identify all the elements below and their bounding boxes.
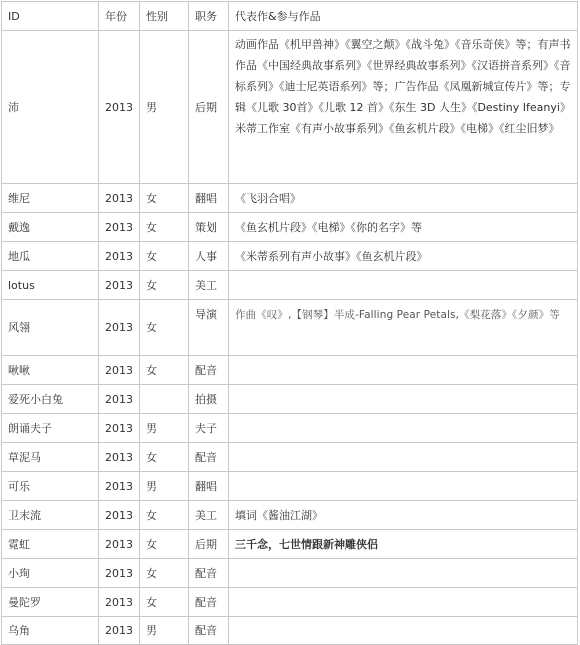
- cell-works: [229, 414, 578, 443]
- cell-role: 后期: [189, 530, 229, 559]
- cell-role: 配音: [189, 617, 229, 645]
- header-works: 代表作&参与作品: [229, 2, 578, 31]
- cell-gender: 女: [140, 356, 189, 385]
- cell-works: [229, 356, 578, 385]
- cell-year: 2013: [99, 213, 140, 242]
- cell-works: [229, 559, 578, 588]
- cell-role: 美工: [189, 501, 229, 530]
- cell-role: 人事: [189, 242, 229, 271]
- cell-works: 三千念，七世情跟新神雕侠侣: [229, 530, 578, 559]
- cell-year: 2013: [99, 242, 140, 271]
- cell-id: 小珣: [2, 559, 99, 588]
- cell-year: 2013: [99, 414, 140, 443]
- cell-year: 2013: [99, 501, 140, 530]
- cell-id: 可乐: [2, 472, 99, 501]
- cell-works: [229, 472, 578, 501]
- cell-role: 配音: [189, 559, 229, 588]
- cell-gender: 女: [140, 443, 189, 472]
- cell-id: 维尼: [2, 184, 99, 213]
- cell-id: 卫末流: [2, 501, 99, 530]
- table-row: [2, 617, 578, 645]
- cell-id: 草泥马: [2, 443, 99, 472]
- cell-gender: 女: [140, 242, 189, 271]
- table-row: [2, 472, 578, 501]
- cell-role: 配音: [189, 443, 229, 472]
- table-row: [2, 559, 578, 588]
- cell-gender: 男: [140, 31, 189, 184]
- cell-year: 2013: [99, 184, 140, 213]
- cell-id: 霓虹: [2, 530, 99, 559]
- table-row: [2, 501, 578, 530]
- cell-role: 翻唱: [189, 472, 229, 501]
- cell-id: 地瓜: [2, 242, 99, 271]
- table-row: [2, 414, 578, 443]
- table-row: [2, 271, 578, 300]
- cell-gender: [140, 385, 189, 414]
- header-role: 职务: [189, 2, 229, 31]
- table-row: [2, 31, 578, 184]
- cell-works: [229, 443, 578, 472]
- table-row: [2, 530, 578, 559]
- cell-role: 夫子: [189, 414, 229, 443]
- cell-id: 风翎: [2, 300, 99, 356]
- table-row: [2, 356, 578, 385]
- cell-role: 配音: [189, 588, 229, 617]
- cell-id: 啾啾: [2, 356, 99, 385]
- cell-role: 翻唱: [189, 184, 229, 213]
- cell-works: [229, 617, 578, 645]
- cell-year: 2013: [99, 588, 140, 617]
- cell-gender: 女: [140, 559, 189, 588]
- cell-works: [229, 588, 578, 617]
- cell-works: 动画作品《机甲兽神》《翼空之颠》《战斗兔》《音乐奇侠》等；有声书作品《中国经典故事系列》《世界经典故事系列》《汉语拼音系列》《音标系列》《迪士尼英语系列》等；广告作品《凤凰新城宣传片》等；专辑《儿歌 30首》《儿歌 12 首》《东生 3D 人生》《Destiny Ifeanyi》米蒂工作室《有声小故事系列》《鱼玄机片段》《电梯》《红尘旧梦》: [229, 31, 578, 184]
- cell-gender: 女: [140, 271, 189, 300]
- cell-gender: 女: [140, 530, 189, 559]
- cell-role: 配音: [189, 356, 229, 385]
- table-row: [2, 443, 578, 472]
- cell-gender: 女: [140, 501, 189, 530]
- cell-year: 2013: [99, 530, 140, 559]
- cell-year: 2013: [99, 559, 140, 588]
- cell-year: 2013: [99, 472, 140, 501]
- cell-year: 2013: [99, 356, 140, 385]
- cell-gender: 女: [140, 588, 189, 617]
- table-row: [2, 300, 578, 356]
- table-row: [2, 242, 578, 271]
- cell-gender: 男: [140, 414, 189, 443]
- header-id: ID: [2, 2, 99, 31]
- cell-year: 2013: [99, 271, 140, 300]
- cell-role: 后期: [189, 31, 229, 184]
- cell-id: lotus: [2, 271, 99, 300]
- cell-year: 2013: [99, 443, 140, 472]
- header-year: 年份: [99, 2, 140, 31]
- cell-id: 乌角: [2, 617, 99, 645]
- cell-works: 《鱼玄机片段》《电梯》《你的名字》等: [229, 213, 578, 242]
- cell-year: 2013: [99, 385, 140, 414]
- cell-role: 拍摄: [189, 385, 229, 414]
- cell-id: 戴逸: [2, 213, 99, 242]
- cell-id: 爱死小白兔: [2, 385, 99, 414]
- cell-year: 2013: [99, 31, 140, 184]
- cell-works: [229, 385, 578, 414]
- table-row: [2, 184, 578, 213]
- table-row: [2, 213, 578, 242]
- cell-id: 沛: [2, 31, 99, 184]
- cell-year: 2013: [99, 300, 140, 356]
- table-header-row: [2, 2, 578, 31]
- cell-works: 《飞羽合唱》: [229, 184, 578, 213]
- cell-gender: 女: [140, 213, 189, 242]
- cell-role: 导演: [189, 300, 229, 356]
- cell-gender: 女: [140, 300, 189, 356]
- cell-id: 曼陀罗: [2, 588, 99, 617]
- cell-works: [229, 271, 578, 300]
- cell-works: 作曲《叹》,【钢琴】半成-Falling Pear Petals,《梨花落》《夕颜》等: [229, 300, 578, 356]
- cell-works: 《米蒂系列有声小故事》《鱼玄机片段》: [229, 242, 578, 271]
- cell-year: 2013: [99, 617, 140, 645]
- members-table: [1, 1, 578, 645]
- cell-gender: 女: [140, 184, 189, 213]
- cell-id: 朗诵夫子: [2, 414, 99, 443]
- cell-gender: 男: [140, 472, 189, 501]
- cell-works: 填词《酱油江湖》: [229, 501, 578, 530]
- cell-role: 策划: [189, 213, 229, 242]
- header-gender: 性别: [140, 2, 189, 31]
- cell-gender: 男: [140, 617, 189, 645]
- table-row: [2, 385, 578, 414]
- cell-role: 美工: [189, 271, 229, 300]
- table-row: [2, 588, 578, 617]
